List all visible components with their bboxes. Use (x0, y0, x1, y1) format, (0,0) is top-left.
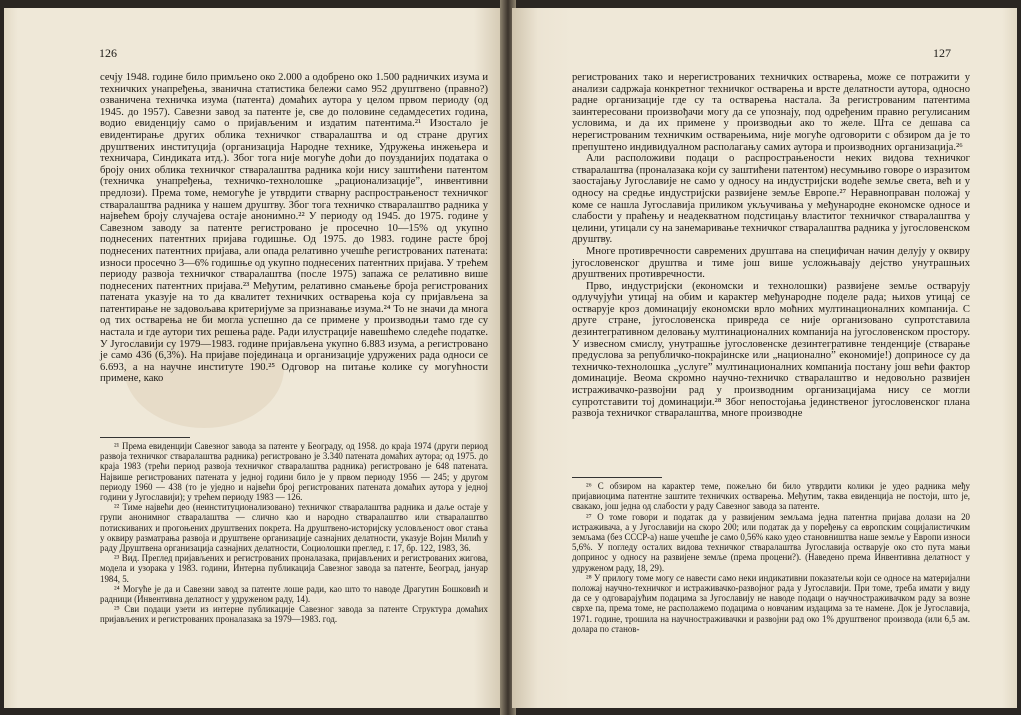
left-footnotes (100, 441, 488, 625)
footnote-22: ²² Тиме највећи део (неинституционализовано) техничког стваралаштва радника и даље остаје у групи анонимног стваралаштва — слично као и народно стваралаштво или стваралаштво потискиваних и прогоњених друштвених покрета. На друштвено-историјску условљеност овог стања у оквиру разматрања развоја и друштвене организације сазнајних делатности, указује Војин Милић у раду Друштвена организација сазнајних делатности, Социолошки преглед, г. 17, бр. 122, 1983, 36. (100, 502, 488, 554)
right-paragraph: Многе противречности савремених друштава на специфичан начин делују у оквиру југословенског друштва и тиме још више усложњавају дејство унутрашњих друштвених противречности. (572, 245, 970, 281)
footnote-rule (572, 477, 662, 478)
footnote-23: ²³ Вид. Преглед пријављених и регистрованих проналазака, пријављених и регистрованих жигова, модела и узорака у 1983. години, Интерна публикација Савезног завода за патенте, Београд, јануар 1984, 5. (100, 553, 488, 584)
right-footnotes (572, 481, 970, 634)
left-paragraph: сечју 1948. године било примљено око 2.000 а одобрено око 1.500 радничких изума и техничких унапређења, званична статистика бележи само 952 друштвено (правно?) озваничена техничка изума (патента) домаћих аутора у целом првом периоду (од 1945. до 1957). Савезни завод за патенте је, све до половине седамдесетих година, водио евиденцију само о пријављеним и издатим патентима.²¹ Изостало је евидентирање других облика техничког стваралаштва и од стране других друштвених институција (организација Народне технике, Удружења инжењера и техничара, Синдиката итд.). Због тога није могуће доћи до поузданијих података о броју оних облика техничког стваралаштва радника који нису заштићени патентом (техничка унапређења, техничко-технолошке „рационализације”, инвентивни предлози). Према томе, немогуће је утврдити стварну распрострањеност техничког стваралаштва радника у нашем друштву. Због тога техничко стваралаштво радника у највећем броју случајева остаје анонимно.²² У периоду од 1945. до 1975. године у Савезном заводу за патенте регистровано је просечно 10—15% од укупно поднесених патентних пријава годишње. Од 1975. до 1983. године расте број поднесених патентних пријава, али опада релативно учешће регистрованих патената: износи просечно 3—6% годишње од укупно поднесених патентних пријава. У трећем периоду развоја техничког стваралаштва (после 1975) запажа се релативно више поднесених патентних пријава.²³ Међутим, релативно смањење броја регистрованих патената указује на то да квалитет техничких остварења која су пријављена за патентирање не задовољава критеријуме за признавање изума.²⁴ То не значи да многа од тих остварења не би могла успешно да се примене у производњи тамо где су настала и где аутори тих решења раде. Ради илустрације навешћемо следеће податке. У Југославији су 1979—1983. године пријављена укупно 6.883 изума, а регистровано је само 436 (6,3%). На пријаве појединаца и организације удружених рада односи се 6.693, а на научне институте 190.²⁵ Одговор на питање колике су могућности примене, како (100, 72, 488, 385)
right-paragraph: регистрованих тако и нерегистрованих техничких остварења, може се потражити у анализи садржаја конкретног техничког остварења и врсте делатности аутора, односно радне организације где су та остварења настала. За регистрованим патентима заинтересовани произвођачи могу да се упознају, под одређеним правно регулисаним условима, и да их примене у производњи ако то желе. Шта се дешава са нерегистрованим техничким остварењима, није могуће одговорити с обзиром да је то препуштено индивидуалном располагању самих аутора и производних организација.²⁶ (572, 72, 970, 153)
footnote-26: ²⁶ С обзиром на карактер теме, пожељно би било утврдити колики је удео радника међу пријавиоцима патентне заштите техничких остварења. Међутим, таква евиденција не постоји, што је, свакако, још једна од слабости у раду Савезног завода за патенте. (572, 481, 970, 512)
footnote-25: ²⁵ Сви подаци узети из интерне публикације Савезног завода за патенте Структура домаћих пријављених и регистрованих проналазака за 1979—1983. год. (100, 604, 488, 625)
right-page-number: 127 (933, 46, 951, 60)
right-body-text (572, 72, 970, 420)
footnote-24: ²⁴ Могуће је да и Савезни завод за патенте лоше ради, као што то наводе Драгутин Бошковић и радници (Инвентивна делатност у удруженом раду, 14). (100, 583, 488, 605)
left-page-number: 126 (99, 46, 117, 60)
right-paragraph: Прво, индустријски (економски и технолошки) развијене земље остварују одлучујући утицај на обим и карактер међународне поделе рада; њихов утицај се остварује кроз доминацију економски врло моћних мултинационалних компанија. С друге стране, југословенска привреда се није организовано супротставила дезинтегративном деловању мултинационалних компанија на југословенском простору. У извесном смислу, унутрашње југословенске дезинтегративне тенденције (стварање предуслова за републичко-покрајинске или „национално” економије!) доприносе су да техничко-технолошка „услуге” мултинационалних компанија постану још већи фактор доминације. Веома скромно научно-техничко стваралаштво и недовољно развијен истраживачко-развојни рад у производним организацијама нису се могли супротставити тој доминацији.²⁸ Због непостојања јединственог југословенског плана развоја техничког стваралаштва, многе производне (572, 280, 970, 420)
footnote-28: ²⁸ У прилогу томе могу се навести само неки индикативни показатељи који се односе на материјални положај научно-техничког и истраживачко-развојног рада у Југославији. При томе, треба имати у виду да се у одговарајућим подацима за Југославију не наводе подаци о научностраживачком раду за возне сврхе па, према томе, не располажемо подацима о новчаним издацима за те намене. Док је Југославија, 1971. године, трошила на научностраживачки и развојни рад око 1% друштвеног производа (или 6,5 ам. долара по станов- (572, 572, 970, 634)
footnote-rule (100, 437, 190, 438)
footnote-27: ²⁷ О томе говори и податак да у развијеним земљама једна патентна пријава долази на 20 истраживача, а у Југославији на скоро 200; или податак да у поређењу са европским социјалистичким земљама (без СССР-а) наше учешће је само 0,56% како удео становништва наше земље у Европи износи 5,6%. У погледу осталих видова техничког стваралаштва Југославија остварује око сто пута мањи допринос у односу на развијене земље (према процени?). (Наведено према Инвентивна делатност у удруженом раду, 18, 29). (572, 511, 970, 573)
footnote-21: ²¹ Према евиденцији Савезног завода за патенте у Београду, од 1958. до краја 1974 (други период развоја техничког стваралаштва радника) регистровано је 3.340 патената домаћих аутора; од 1975. до краја 1983 (трећи период развоја техничког стваралаштва радника) регистровано је 648 патената. Највише регистрованих патената у једној години било је у првом периоду 1956 — 245; у другом периоду 1960 — 438 (то је уједно и највећи број регистрованих патената домаћих аутора у једној години у Југославији); у трећем периоду 1983 — 126. (100, 441, 488, 503)
left-page (4, 8, 504, 708)
left-body-text (100, 72, 488, 385)
right-paragraph: Али расположиви подаци о распрострањености неких видова техничког стваралаштва (проналазака који су заштићени патентом) несумњиво говоре о изразитом заостајању Југославије не само у односу на индустријски водеће земље света, већ и у односу на средње индустријски развијене земље Европе.²⁷ Неравноправан положај у коме се нашла Југославија приликом укључивања у међународне економске односе и слабости у праћењу и неадекватном подстицању властитог техничког стваралаштва у целини, утицали су на занемаривање техничког стваралаштва радника у југословенском друштву. (572, 153, 970, 246)
right-page (512, 8, 1017, 708)
